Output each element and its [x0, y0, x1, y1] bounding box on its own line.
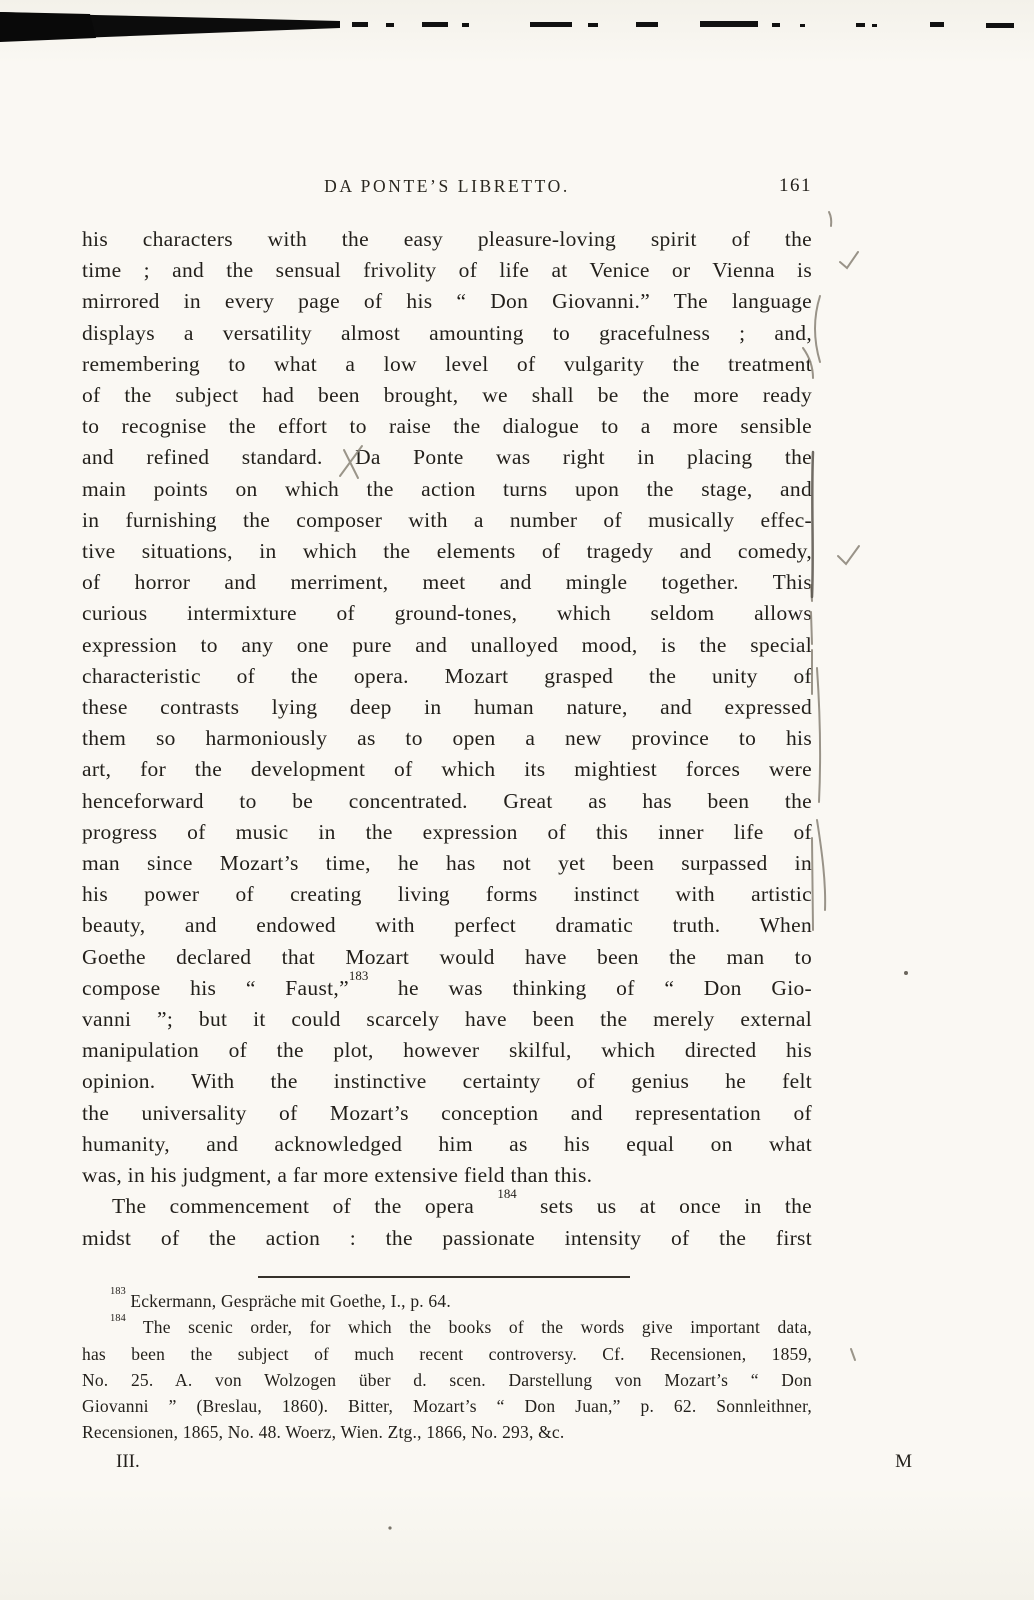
- pencil-mark: [817, 668, 820, 802]
- text-line: humanity, and acknowledged him as his equal on what: [82, 1131, 812, 1156]
- ink-speck: [904, 971, 908, 975]
- pencil-mark: [838, 546, 859, 564]
- footer-row: [82, 1451, 912, 1473]
- footnote-separator: [258, 1276, 630, 1278]
- text-line: $^{184}$ The scenic order, for which the books of the words give important data,: [110, 1312, 812, 1338]
- text-line: expression to any one pure and unalloyed mood, is the special: [82, 632, 812, 657]
- text-line: Giovanni ” (Breslau, 1860). Bitter, Mozart’s “ Don Juan,” p. 62. Sonnleithner,: [82, 1396, 812, 1417]
- pencil-mark: [851, 1349, 855, 1360]
- page-number: 161: [779, 175, 812, 196]
- text-line: curious intermixture of ground-tones, which seldom allows: [82, 601, 812, 626]
- text-line: displays a versatility almost amounting to gracefulness ; and,: [82, 320, 812, 345]
- header-title: DA PONTE’S LIBRETTO.: [324, 176, 570, 196]
- body-text: [82, 224, 812, 1254]
- text-line: midst of the action : the passionate intensity of the first: [82, 1225, 812, 1250]
- pencil-mark: [812, 452, 813, 597]
- text-line: his characters with the easy pleasure-loving spirit of the: [82, 227, 812, 251]
- running-header: [82, 176, 812, 200]
- text-line: Recensionen, 1865, No. 48. Woerz, Wien. Ztg., 1866, No. 293, &c.: [82, 1422, 565, 1443]
- text-line: The commencement of the opera $^{184}$ sets us at once in the: [112, 1187, 812, 1219]
- text-line: main points on which the action turns upon the stage, and: [82, 476, 812, 501]
- text-line: has been the subject of much recent controversy. Cf. Recensionen, 1859,: [82, 1343, 812, 1364]
- text-line: Goethe declared that Mozart would have been the man to: [82, 944, 812, 969]
- text-line: manipulation of the plot, however skilful, which directed his: [82, 1038, 812, 1063]
- text-line: characteristic of the opera. Mozart grasped the unity of: [82, 663, 812, 688]
- text-line: progress of music in the expression of this inner life of: [82, 819, 812, 844]
- text-line: tive situations, in which the elements of tragedy and comedy,: [82, 539, 812, 564]
- pencil-mark: [812, 838, 813, 930]
- volume-number: III.: [116, 1451, 140, 1472]
- text-line: remembering to what a low level of vulgarity the treatment: [82, 351, 812, 376]
- text-line: was, in his judgment, a far more extensive field than this.: [82, 1163, 593, 1188]
- text-line: these contrasts lying deep in human nature, and expressed: [82, 695, 812, 720]
- signature-mark: M: [895, 1451, 912, 1472]
- text-line: mirrored in every page of his “ Don Giovanni.” The language: [82, 289, 812, 314]
- pencil-mark: [829, 212, 831, 226]
- footnote-reference: 184: [497, 1187, 517, 1202]
- text-line: compose his “ Faust,”$^{183}$ he was thinking of “ Don Gio-: [82, 968, 812, 1000]
- ink-speck: [388, 1526, 391, 1529]
- text-line: to recognise the effort to raise the dialogue to a more sensible: [82, 414, 812, 439]
- text-line: of horror and merriment, meet and mingle together. This: [82, 570, 812, 595]
- text-line: $^{183}$ Eckermann, Gespräche mit Goethe, I., p. 64.: [110, 1286, 451, 1311]
- pencil-mark: [815, 296, 820, 362]
- text-line: his power of creating living forms instinct with artistic: [82, 882, 812, 907]
- text-line: No. 25. A. von Wolzogen über d. scen. Darstellung von Mozart’s “ Don: [82, 1369, 812, 1390]
- footnote-reference: 183: [110, 1286, 126, 1298]
- text-line: opinion. With the instinctive certainty of genius he felt: [82, 1069, 812, 1094]
- footnotes: [82, 1288, 812, 1446]
- text-line: art, for the development of which its mightiest forces were: [82, 757, 812, 782]
- scan-artifact-bar: [0, 0, 1034, 52]
- text-line: man since Mozart’s time, he has not yet been surpassed in: [82, 851, 812, 876]
- footnote-reference: 184: [110, 1312, 126, 1324]
- text-line: time ; and the sensual frivolity of life at Venice or Vienna is: [82, 258, 812, 283]
- footnote-reference: 183: [348, 968, 369, 983]
- pencil-mark: [817, 820, 825, 910]
- text-line: henceforward to be concentrated. Great as has been the: [82, 788, 812, 813]
- text-line: the universality of Mozart’s conception and representation of: [82, 1100, 812, 1125]
- text-line: in furnishing the composer with a number of musically effec-: [82, 507, 812, 532]
- text-line: of the subject had been brought, we shall be the more ready: [82, 383, 812, 408]
- pencil-mark: [840, 252, 858, 268]
- text-line: them so harmoniously as to open a new province to his: [82, 726, 812, 751]
- text-line: vanni ”; but it could scarcely have been the merely external: [82, 1007, 812, 1032]
- text-line: beauty, and endowed with perfect dramatic truth. When: [82, 913, 812, 938]
- text-line: and refined standard. Da Ponte was right in placing the: [82, 445, 812, 470]
